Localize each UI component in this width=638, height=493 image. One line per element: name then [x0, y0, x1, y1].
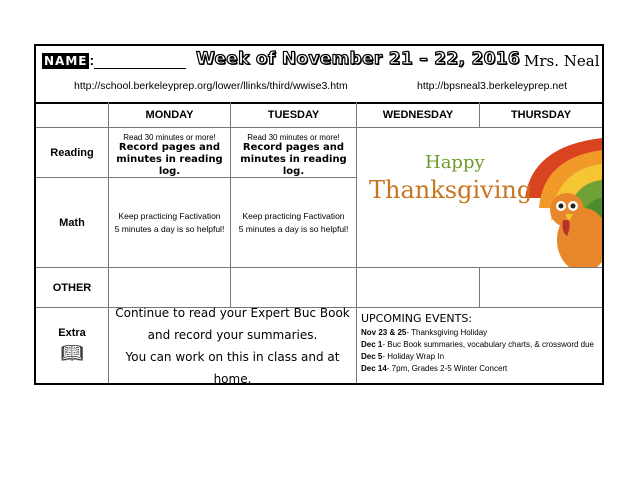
- thanksgiving-text: Thanksgiving: [369, 176, 533, 204]
- reading-instruction-2: minutes in reading log.: [116, 154, 223, 177]
- name-colon: :: [89, 52, 95, 68]
- day-header-wednesday: WEDNESDAY: [357, 102, 480, 128]
- schedule-grid: [36, 102, 602, 386]
- event-text: - 7pm, Grades 2-5 Winter Concert: [386, 364, 508, 373]
- name-field: [42, 52, 186, 69]
- other-thursday: [480, 268, 602, 308]
- row-label-math: [36, 178, 109, 268]
- event-item: [361, 363, 598, 375]
- reading-instruction-2: minutes in reading log.: [240, 154, 347, 177]
- event-text: - Buc Book summaries, vocabulary charts, & crossword due: [382, 340, 594, 349]
- name-blank-line: [94, 56, 186, 69]
- happy-text: Happy: [425, 152, 485, 173]
- class-url-link[interactable]: http://bpsneal3.berkeleyprep.net: [417, 80, 568, 92]
- book-icon: 📖︎: [60, 343, 84, 363]
- math-line-2: 5 minutes a day is so helpful!: [114, 223, 225, 234]
- upcoming-events: [357, 308, 602, 383]
- teacher-name: Mrs. Neal: [524, 52, 600, 70]
- reading-instruction-1: Record pages and: [118, 142, 221, 153]
- event-date: Nov 23 & 25: [361, 328, 407, 337]
- extra-line-2: and record your summaries.: [147, 327, 318, 342]
- math-tuesday: [231, 178, 357, 268]
- event-date: Dec 1: [361, 340, 383, 349]
- math-line-2: 5 minutes a day is so helpful!: [238, 223, 349, 234]
- corner-cell: [36, 102, 109, 128]
- thanksgiving-image: [357, 128, 602, 268]
- math-line-1: Keep practicing Factivation: [242, 210, 345, 221]
- weekly-homework-sheet: [34, 44, 604, 385]
- event-item: [361, 327, 598, 339]
- extra-line-1: Continue to read your Expert Buc Book: [115, 305, 350, 320]
- reading-instruction-1: Record pages and: [242, 142, 345, 153]
- sheet-header: [36, 46, 602, 104]
- row-label-extra-text: Extra: [58, 327, 86, 339]
- event-text: - Thanksgiving Holiday: [406, 328, 488, 337]
- row-label-math-text: Math: [59, 216, 85, 229]
- row-label-reading: [36, 128, 109, 178]
- day-header-thursday: THURSDAY: [480, 102, 602, 128]
- row-label-extra: [36, 308, 109, 383]
- row-label-other: [36, 268, 109, 308]
- other-wednesday: [357, 268, 480, 308]
- reading-monday: [109, 128, 231, 178]
- event-date: Dec 5: [361, 352, 383, 361]
- event-item: [361, 339, 598, 351]
- day-header-tuesday: TUESDAY: [231, 102, 357, 128]
- reading-tuesday: [231, 128, 357, 178]
- math-line-1: Keep practicing Factivation: [118, 210, 221, 221]
- event-date: Dec 14: [361, 364, 387, 373]
- row-label-other-text: OTHER: [52, 281, 92, 294]
- name-label: NAME: [44, 54, 88, 68]
- week-title: Week of November 21 – 22, 2016: [196, 49, 520, 69]
- reading-note: Read 30 minutes or more!: [247, 133, 340, 142]
- extra-assignment: [109, 305, 357, 386]
- reading-note: Read 30 minutes or more!: [123, 133, 216, 142]
- school-url-link[interactable]: http://school.berkeleyprep.org/lower/llinks/third/wwise3.htm: [74, 80, 348, 92]
- row-label-reading-text: Reading: [50, 146, 94, 159]
- math-monday: [109, 178, 231, 268]
- extra-line-3: You can work on this in class and at home.: [125, 349, 340, 386]
- event-text: - Holiday Wrap In: [382, 352, 445, 361]
- event-item: [361, 351, 598, 363]
- events-title: UPCOMING EVENTS:: [361, 312, 473, 325]
- day-header-monday: MONDAY: [109, 102, 231, 128]
